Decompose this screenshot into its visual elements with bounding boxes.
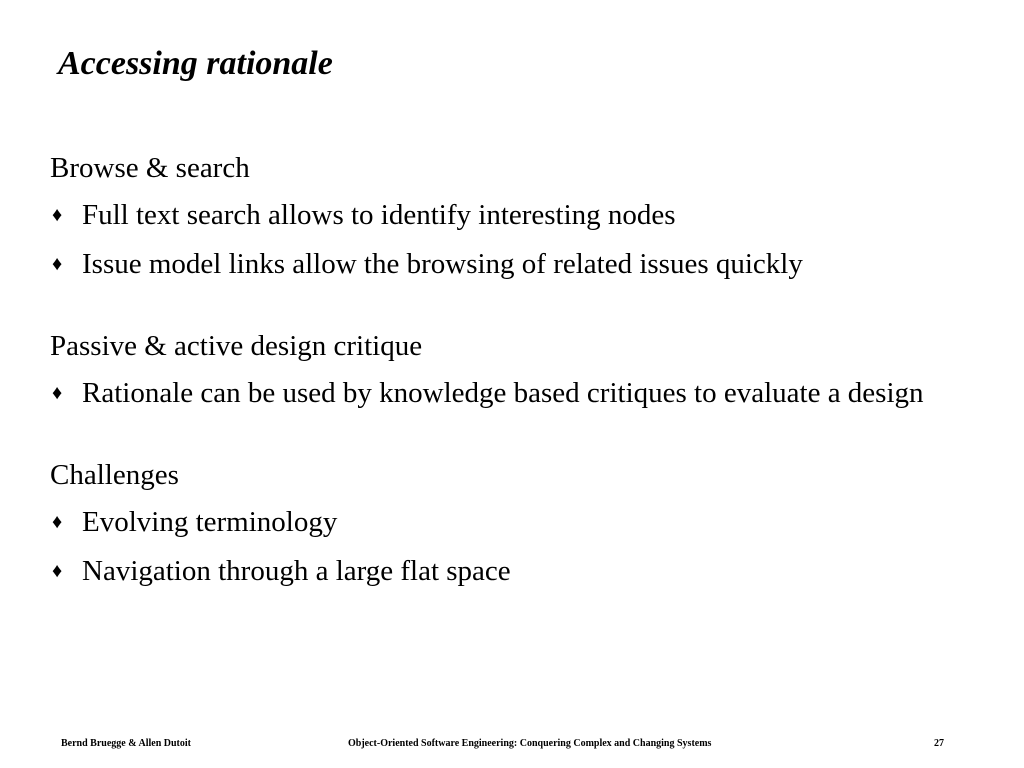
- diamond-bullet-icon: ♦: [52, 204, 63, 226]
- slide-content: [50, 148, 970, 589]
- bullet-list: [50, 504, 970, 589]
- section-heading: Browse & search: [50, 152, 250, 184]
- bullet-item: [50, 504, 970, 540]
- bullet-text: Rationale can be used by knowledge based critiques to evaluate a design: [82, 377, 924, 409]
- diamond-bullet-icon: ♦: [52, 382, 63, 404]
- section-heading: Passive & active design critique: [50, 330, 423, 362]
- bullet-item: [50, 553, 970, 589]
- bullet-text: Navigation through a large flat space: [82, 555, 511, 587]
- bullet-text: Full text search allows to identify interesting nodes: [82, 199, 676, 231]
- diamond-bullet-icon: ♦: [52, 511, 63, 533]
- section-heading: Challenges: [50, 459, 179, 491]
- footer-book-title: Object-Oriented Software Engineering: Conquering Complex and Changing Systems: [348, 738, 712, 749]
- section-challenges: [50, 455, 970, 589]
- footer-page-number: 27: [934, 738, 944, 749]
- bullet-list: [50, 375, 970, 411]
- slide-title: Accessing rationale: [58, 45, 333, 82]
- bullet-item: [50, 197, 970, 233]
- section-browse-search: [50, 148, 970, 282]
- bullet-item: [50, 375, 970, 411]
- bullet-text: Evolving terminology: [82, 506, 338, 538]
- diamond-bullet-icon: ♦: [52, 560, 63, 582]
- section-design-critique: [50, 326, 970, 411]
- footer-authors: Bernd Bruegge & Allen Dutoit: [61, 738, 191, 749]
- bullet-list: [50, 197, 970, 282]
- diamond-bullet-icon: ♦: [52, 253, 63, 275]
- bullet-text: Issue model links allow the browsing of related issues quickly: [82, 248, 803, 280]
- slide-footer: [0, 737, 1024, 751]
- bullet-item: [50, 246, 970, 282]
